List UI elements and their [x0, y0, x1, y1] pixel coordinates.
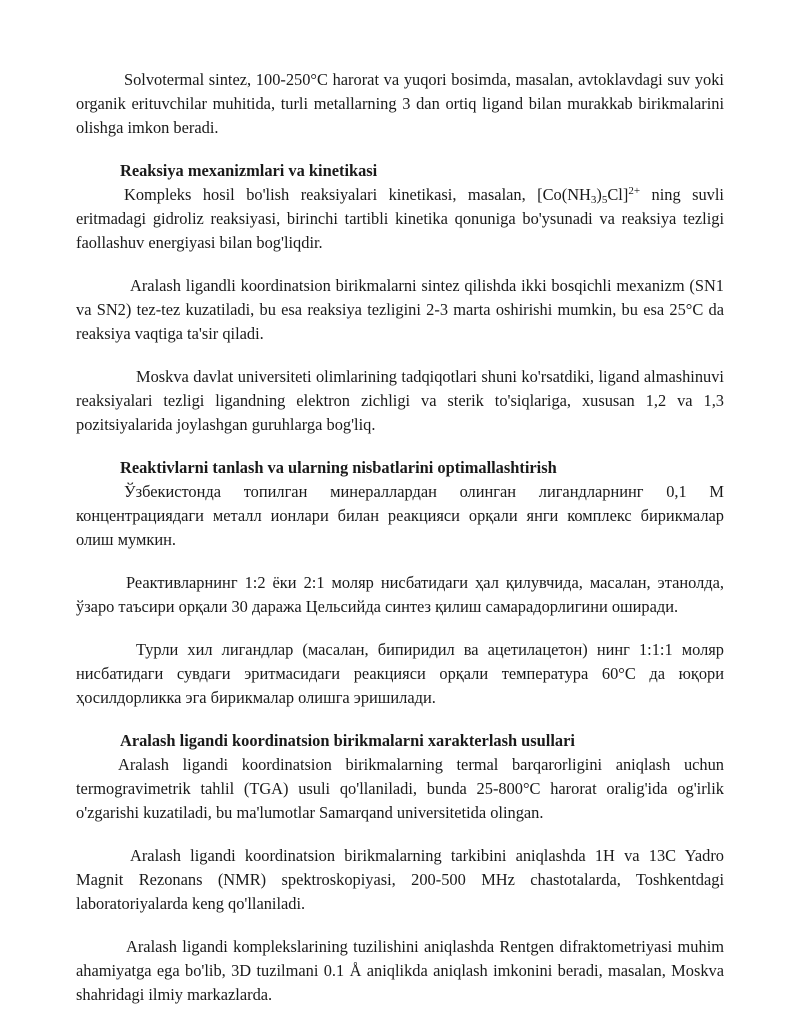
paragraph-molar-ratio: Реактивларнинг 1:2 ёки 2:1 моляр нисбатидаги ҳал қилувчида, масалан, этанолда, ўзаро таъсири орқали 30 даража Цельсийда синтез қилиш самарадорлигини оширади.: [76, 573, 724, 616]
paragraph-xray: Aralash ligandi komplekslarining tuzilishini aniqlashda Rentgen difraktometriyasi muhim ahamiyatga ega bo'lib, 3D tuzilmani 0.1 Å aniqlikda aniqlash imkonini beradi, masalan, Moskva shahridagi ilmiy markazlarda.: [76, 937, 724, 1004]
heading-reaction-mechanisms: Reaksiya mexanizmlari va kinetikasi: [120, 161, 378, 180]
paragraph-two-step-mechanism: Aralash ligandli koordinatsion birikmalarni sintez qilishda ikki bosqichli mexanizm (SN1 va SN2) tez-tez kuzatiladi, bu esa reaksiya tezligini 2-3 marta oshirishi mumkin, bu esa 25°C da reaksiya vaqtiga ta'sir qiladi.: [76, 276, 724, 343]
paragraph-solvothermal: Solvotermal sintez, 100-250°C harorat va yuqori bosimda, masalan, avtoklavdagi suv yoki organik erituvchilar muhitida, turli metallarning 3 dan ortiq ligand bilan murakkab birikmalarini olishga imkon beradi.: [76, 70, 724, 137]
heading-reagent-selection: Reaktivlarni tanlash va ularning nisbatlarini optimallashtirish: [120, 458, 557, 477]
heading-characterization-methods: Aralash ligandi koordinatsion birikmalarni xarakterlash usullari: [120, 731, 575, 750]
kinetics-text-end: ning suvli eritmadagi gidroliz reaksiyasi, birinchi tartibli kinetika qonuniga bo'ysunadi va reaksiya tezligi faollashuv energiyasi bilan bog'liqdir.: [76, 185, 724, 252]
formula-charge: 2+: [628, 185, 641, 197]
paragraph-kinetics: [76, 183, 724, 255]
paragraph-various-ligands: Турли хил лигандлар (масалан, бипиридил ва ацетилацетон) нинг 1:1:1 моляр нисбатидаги сувдаги эритмасидаги реакцияси орқали температура 60°C да юқори ҳосилдорликка эга бирикмалар олишга эришилади.: [76, 640, 724, 707]
paragraph-uzbek-minerals: Ўзбекистонда топилган минераллардан олинган лигандларнинг 0,1 М концентрациядаги металл ионлари билан реакцияси орқали янги комплекс бирикмалар олиш мумкин.: [76, 482, 724, 549]
paragraph-tga: Aralash ligandi koordinatsion birikmalarning termal barqarorligini aniqlash uchun termogravimetrik tahlil (TGA) usuli qo'llaniladi, bunda 25-800°C harorat oralig'ida og'irlik o'zgarishi kuzatiladi, bu ma'lumotlar Samarqand universitetida olingan.: [76, 755, 724, 822]
kinetics-text-start: Kompleks hosil bo'lish reaksiyalari kinetikasi, masalan, [Co(NH: [124, 185, 591, 204]
formula-cl: Cl]: [607, 185, 629, 204]
paragraph-moscow-research: Moskva davlat universiteti olimlarining tadqiqotlari shuni ko'rsatdiki, ligand almashinuvi reaksiyalari tezligi ligandning elektron zichligi va sterik to'siqlariga, xususan 1,2 va 1,3 pozitsiyalarida joylashgan guruhlarga bog'liq.: [76, 367, 724, 434]
formula-paren: ): [596, 185, 602, 204]
formula-subscript-3: 3: [590, 194, 597, 206]
formula-subscript-5: 5: [601, 194, 608, 206]
paragraph-nmr: Aralash ligandi koordinatsion birikmalarning tarkibini aniqlashda 1H va 13C Yadro Magnit Rezonans (NMR) spektroskopiyasi, 200-500 MHz chastotalarda, Toshkentdagi laboratoriyalarda keng qo'llaniladi.: [76, 846, 724, 913]
